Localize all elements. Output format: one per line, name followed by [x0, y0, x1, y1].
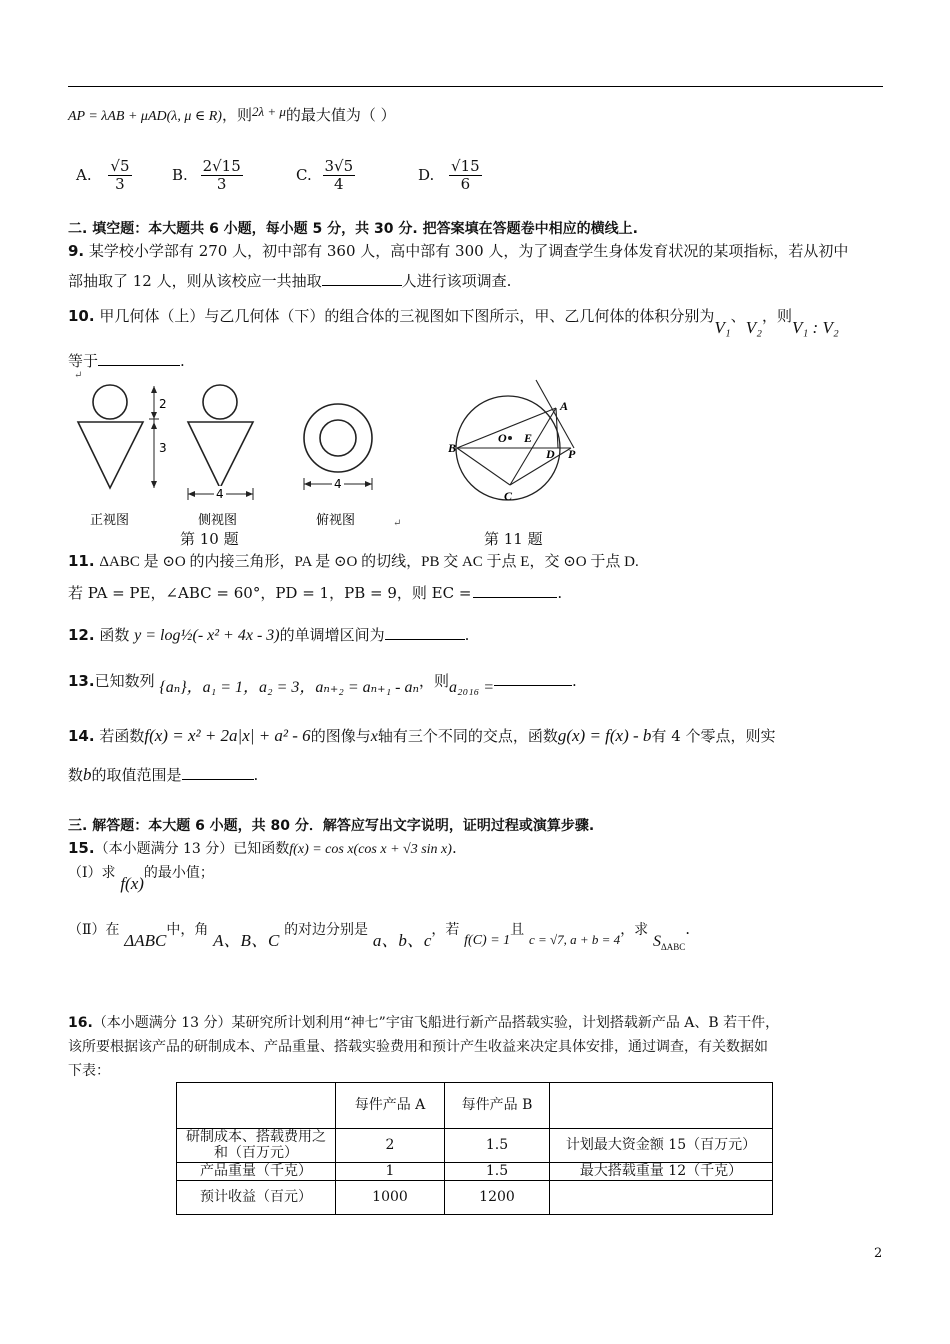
q13-pre: 已知数列	[94, 672, 155, 690]
fraction-denominator: 3	[216, 175, 227, 194]
q11-answer-blank[interactable]	[473, 583, 557, 598]
q10-line2	[68, 350, 185, 371]
q14-f: f(x) = x² + 2a|x| + a² - 6	[144, 726, 311, 745]
q14-line1	[68, 725, 776, 746]
q14-period: .	[253, 766, 259, 784]
q9-text-pre: 部抽取了 12 人，则从该校应一共抽取	[68, 272, 322, 290]
q15-part2-pre: （Ⅱ）在	[68, 922, 120, 938]
q15-area-subscript: ΔABC	[660, 942, 686, 953]
table-header-cell: 每件产品 A	[336, 1083, 445, 1129]
q13-period: .	[572, 672, 577, 690]
q9-answer-blank[interactable]	[322, 271, 402, 286]
q10-text: 甲几何体（上）与乙几何体（下）的组合体的三视图如下图所示，甲、乙几何体的体积分别为	[99, 307, 715, 325]
caption-q10: 第 10 题	[180, 530, 239, 548]
q15-formula: f(x) = cos x(cos x + √3 sin x)	[289, 842, 452, 857]
q12-number: 12.	[68, 626, 95, 644]
q10-sep: 、	[730, 307, 746, 325]
q12-pre: 函数	[99, 626, 130, 644]
top-view-label: 俯视图	[316, 513, 356, 528]
front-view-triangle	[78, 422, 143, 488]
q12-line	[68, 624, 469, 645]
q9-text-post: 人进行该项调查.	[401, 272, 512, 290]
label-a: A	[560, 399, 569, 413]
q10-text-2: 等于	[68, 352, 99, 370]
q13-line	[68, 668, 577, 696]
arrow-head	[151, 481, 157, 488]
q11-text-2: 若 PA = PE，∠ABC = 60°，PD = 1，PB = 9，则 EC =	[68, 584, 472, 602]
table-cell: 1000	[336, 1181, 445, 1215]
q15-part1-pre: （Ⅰ）求	[68, 865, 116, 881]
table-cell: 预计收益（百元）	[177, 1181, 336, 1215]
table-cell: 1200	[445, 1181, 550, 1215]
line-bc	[457, 448, 510, 485]
q10-period: .	[180, 352, 185, 370]
table-header-row	[177, 1083, 773, 1129]
q15-part2-ask: ，求	[620, 922, 649, 938]
q11-line2	[68, 582, 562, 603]
q10-v1: V₁	[714, 318, 731, 337]
q15-part2-cond2: c = √7, a + b = 4	[528, 932, 621, 947]
front-view-label: 正视图	[90, 513, 130, 528]
table-cell: 1.5	[445, 1163, 550, 1181]
q10-answer-blank[interactable]	[98, 351, 180, 366]
q14-line2-pre: 数	[68, 766, 84, 784]
fraction-denominator: 4	[334, 175, 344, 194]
q15-part2-sides: a、b、c	[372, 931, 432, 950]
q8-tail-pre: ，则	[221, 106, 252, 124]
q14-pre: 若函数	[99, 727, 145, 745]
three-views-figure	[68, 380, 398, 530]
label-d: D	[546, 447, 555, 461]
q11-period: .	[557, 584, 563, 602]
label-c: C	[504, 489, 513, 503]
q16-number: 16.	[68, 1015, 93, 1031]
q13-number: 13.	[68, 672, 95, 690]
side-view-triangle	[188, 422, 253, 488]
fraction-numerator: √15	[451, 157, 480, 175]
table-cell: 最大搭载重量 12（千克）	[550, 1163, 773, 1181]
fraction-numerator: 3√5	[324, 157, 354, 175]
q15-part2-end: .	[685, 920, 691, 938]
table-cell: 1.5	[445, 1129, 550, 1163]
q15-part2-tri: ΔABC	[124, 931, 167, 950]
q15-intro-text: （本小题满分 13 分）已知函数	[94, 841, 290, 857]
table-cell	[550, 1181, 773, 1215]
q12-formula: y = log½(- x² + 4x - 3)	[134, 627, 280, 644]
table-cell: 产品重量（千克）	[177, 1163, 336, 1181]
q14-mid2: 轴有三个不同的交点，函数	[377, 727, 558, 745]
label-e: E	[524, 431, 533, 445]
fraction-denominator: 3	[115, 175, 125, 194]
q8-option-d	[418, 158, 482, 194]
q8-stem	[68, 104, 396, 125]
top-view-inner-circle	[320, 420, 356, 456]
option-label: C.	[296, 165, 312, 184]
q13-then: ，则	[418, 672, 449, 690]
center-dot	[508, 436, 512, 440]
option-label: B.	[172, 165, 188, 184]
table-header-cell	[177, 1083, 336, 1129]
section2-heading: 二. 填空题：本大题共 6 小题，每小题 5 分，共 30 分. 把答案填在答题卷中相应的横线上.	[68, 221, 638, 237]
arrow-head	[365, 481, 372, 487]
q16-line3: 下表：	[68, 1063, 110, 1079]
q15-part1-post: 的最小值；	[143, 865, 214, 881]
q15-part2-angles: A、B、C	[213, 931, 280, 950]
option-label: A.	[76, 165, 92, 184]
q8-formula: AP = λAB + μAD(λ, μ ∈ R)	[68, 109, 222, 124]
arrow-head	[246, 491, 253, 497]
q10-v2: V₂	[745, 318, 762, 337]
q13-answer-blank[interactable]	[494, 671, 572, 686]
q14-number: 14.	[68, 727, 95, 745]
table-cell: 计划最大资金额 15（百万元）	[550, 1129, 773, 1163]
q10-line1	[68, 305, 839, 337]
q15-part2-mid: 中，角	[166, 922, 209, 938]
fraction-numerator: 2√15	[202, 157, 241, 175]
q11-number: 11.	[68, 552, 95, 570]
table-header-cell	[550, 1083, 773, 1129]
option-label: D.	[418, 165, 435, 184]
q12-period: .	[464, 626, 470, 644]
q16-line2: 该所要根据该产品的研制成本、产品重量、搭载实验费用和预计产生收益来决定具体安排，通过调查，有关数据如	[68, 1039, 768, 1055]
circle-geometry-figure	[448, 378, 598, 508]
q15-part2-target	[652, 933, 686, 953]
side-view-circle	[203, 385, 237, 419]
header-rule	[68, 86, 883, 87]
front-view-circle	[93, 385, 127, 419]
q11-text: ΔABC 是 ⊙O 的内接三角形，PA 是 ⊙O 的切线，PB 交 AC 于点 E，交 ⊙O 于点 D.	[99, 554, 639, 570]
dim-label-3: 3	[159, 441, 167, 455]
q10-number: 10.	[68, 307, 95, 325]
page-number: 2	[874, 1246, 883, 1261]
q14-line2	[68, 764, 258, 785]
dim-label-4a: 4	[216, 487, 224, 501]
q16-text-1: （本小题满分 13 分）某研究所计划利用“神七”宇宙飞船进行新产品搭载实验，计划搭载新产品 A、B 若干件，	[92, 1015, 780, 1031]
q15-part1-f: f(x)	[120, 874, 144, 893]
option-fraction	[108, 158, 131, 194]
q8-tail: 的最大值为（ ）	[285, 106, 396, 124]
q14-post: 有 4 个零点，则实	[651, 727, 776, 745]
q10-then: ，则	[761, 307, 792, 325]
q8-option-c	[296, 158, 355, 194]
q15-area-symbol: S	[652, 933, 661, 950]
q14-line2-mid: 的取值范围是	[91, 766, 182, 784]
section3-heading: 三. 解答题：本大题 6 小题，共 80 分．解答应写出文字说明，证明过程或演算步骤.	[68, 818, 595, 834]
return-mark: ↵	[74, 370, 83, 381]
q11-line1	[68, 550, 639, 571]
side-view-label: 侧视图	[198, 513, 238, 528]
q15-part2-and: 且	[510, 922, 525, 938]
table-cell: 2	[336, 1129, 445, 1163]
table-row	[177, 1129, 773, 1163]
caption-q11: 第 11 题	[484, 530, 543, 548]
q13-target: a₂₀₁₆ =	[449, 679, 495, 696]
q16-line1	[68, 1012, 779, 1032]
q12-post: 的单调增区间为	[279, 626, 385, 644]
q10-ratio: V₁ : V₂	[792, 318, 839, 337]
label-b: B	[448, 441, 457, 455]
q8-option-a	[76, 158, 132, 194]
label-p: P	[568, 447, 576, 461]
q15-part2-mid2: 的对边分别是	[284, 922, 369, 938]
q15-part2	[68, 914, 691, 953]
q14-answer-blank[interactable]	[182, 765, 254, 780]
q9-number: 9.	[68, 242, 85, 260]
table-row	[177, 1181, 773, 1215]
option-fraction	[201, 158, 243, 194]
line-cp	[510, 448, 571, 485]
q14-mid: 的图像与	[310, 727, 371, 745]
arrow-head	[304, 481, 311, 487]
q9-text: 某学校小学部有 270 人，初中部有 360 人，高中部有 300 人，为了调查学生身体发育状况的某项指标，若从初中	[88, 242, 849, 260]
option-fraction	[323, 158, 356, 194]
q15-part2-if: ，若	[431, 922, 460, 938]
table-cell: 1	[336, 1163, 445, 1181]
table-row	[177, 1163, 773, 1181]
q15-part2-cond: f(C) = 1	[464, 933, 511, 948]
q14-g: g(x) = f(x) - b	[557, 726, 652, 745]
fraction-numerator: √5	[110, 157, 130, 175]
q16-data-table	[176, 1082, 773, 1215]
dim-label-4b: 4	[334, 477, 342, 491]
q8-option-b	[172, 158, 243, 194]
q13-formula: {aₙ}，a₁ = 1，a₂ = 3，aₙ₊₂ = aₙ₊₁ - aₙ	[159, 679, 419, 696]
return-mark: ↵	[393, 518, 402, 529]
arrow-head	[188, 491, 195, 497]
arrow-head	[151, 412, 157, 419]
dim-label-2: 2	[159, 397, 167, 411]
table-cell: 研制成本、搭载费用之和（百万元）	[177, 1129, 336, 1163]
arrow-head	[151, 386, 157, 393]
q15-intro	[68, 838, 457, 858]
q9-line2	[68, 270, 511, 291]
arrow-head	[151, 422, 157, 429]
option-fraction	[449, 158, 482, 194]
q15-number: 15.	[68, 839, 95, 857]
q15-part1	[68, 862, 214, 893]
q14-x: x	[370, 728, 378, 745]
q9-line1	[68, 240, 848, 261]
table-header-cell: 每件产品 B	[445, 1083, 550, 1129]
q8-expr: 2λ + μ	[251, 104, 286, 119]
q14-b: b	[83, 765, 92, 784]
q15-period: .	[451, 839, 457, 857]
fraction-denominator: 6	[460, 175, 471, 194]
label-o: O	[498, 431, 507, 445]
q12-answer-blank[interactable]	[385, 625, 465, 640]
